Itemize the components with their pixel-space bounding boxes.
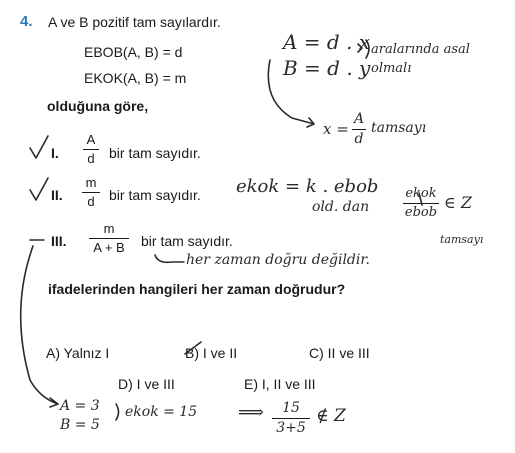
statement-2-text: bir tam sayıdır. [109, 187, 201, 203]
statement-1-text: bir tam sayıdır. [109, 145, 201, 161]
statement-3-roman: III. [51, 233, 67, 249]
statement-1-denominator: d [87, 151, 95, 166]
checkmark-1 [30, 136, 48, 158]
hand-ratio-note: tamsayı [440, 233, 484, 246]
hand-ekok-note: ekok = k . ebob [236, 176, 379, 197]
hand-implies: ⟹ [238, 402, 264, 423]
option-c[interactable]: C) II ve III [309, 345, 370, 361]
brace-ekok [419, 193, 422, 205]
hand-example-rhs: ∉ Z [316, 406, 346, 426]
option-b[interactable]: B) I ve II [185, 345, 238, 361]
statement-2-numerator: m [85, 175, 97, 190]
option-a[interactable]: A) Yalnız I [46, 345, 110, 361]
hand-b-equation: B = d . y [283, 56, 371, 80]
hand-example-a: A = 3 [60, 398, 100, 414]
hand-example-b: B = 5 [60, 417, 100, 433]
option-e[interactable]: E) I, II ve III [244, 376, 316, 392]
hand-coprime-note: aralarında asal olmalı [371, 42, 470, 76]
brace-arrow [268, 40, 369, 127]
hand-ratio-denominator: ebob [404, 205, 438, 220]
statement-1-roman: I. [51, 145, 59, 161]
ebob-definition: EBOB(A, B) = d [84, 44, 183, 60]
option-d[interactable]: D) I ve III [118, 376, 175, 392]
given-text: olduğuna göre, [47, 98, 149, 114]
statement-1-numerator: A [86, 132, 96, 147]
statement-2-denominator: d [87, 194, 95, 209]
statement-3-text: bir tam sayıdır. [141, 233, 233, 249]
statement-3-numerator: m [103, 221, 115, 236]
ekok-underline-arrow [155, 255, 184, 262]
hand-x-denominator: d [354, 131, 364, 147]
brace-example [116, 404, 119, 420]
option-b-strike [185, 342, 201, 354]
hand-ratio-rhs: ∈ Z [444, 193, 473, 212]
hand-example-denominator: 3+5 [276, 420, 306, 436]
statement-3-denominator: A + B [93, 240, 125, 255]
statement-2-roman: II. [51, 187, 63, 203]
hand-example-numerator: 15 [282, 400, 300, 416]
iii-curve-arrow [21, 246, 58, 407]
hand-ekok-note2: old. dan [312, 199, 370, 215]
hand-ratio-numerator: ekok [405, 186, 437, 201]
question-stem: A ve B pozitif tam sayılardır. [48, 14, 221, 30]
question-number: 4. [20, 13, 33, 30]
checkmark-2 [30, 178, 48, 200]
hand-iii-note: her zaman doğru değildir. [186, 252, 370, 268]
hand-example-ekok: ekok = 15 [125, 404, 198, 420]
hand-x-numerator: A [353, 111, 365, 127]
question-prompt: ifadelerinden hangileri her zaman doğrudur? [48, 281, 346, 297]
hand-x-note-lhs: x = [323, 120, 349, 138]
ekok-definition: EKOK(A, B) = m [84, 70, 187, 86]
hand-a-equation: A = d . x [283, 30, 371, 54]
hand-x-note-rhs: tamsayı [371, 120, 427, 136]
